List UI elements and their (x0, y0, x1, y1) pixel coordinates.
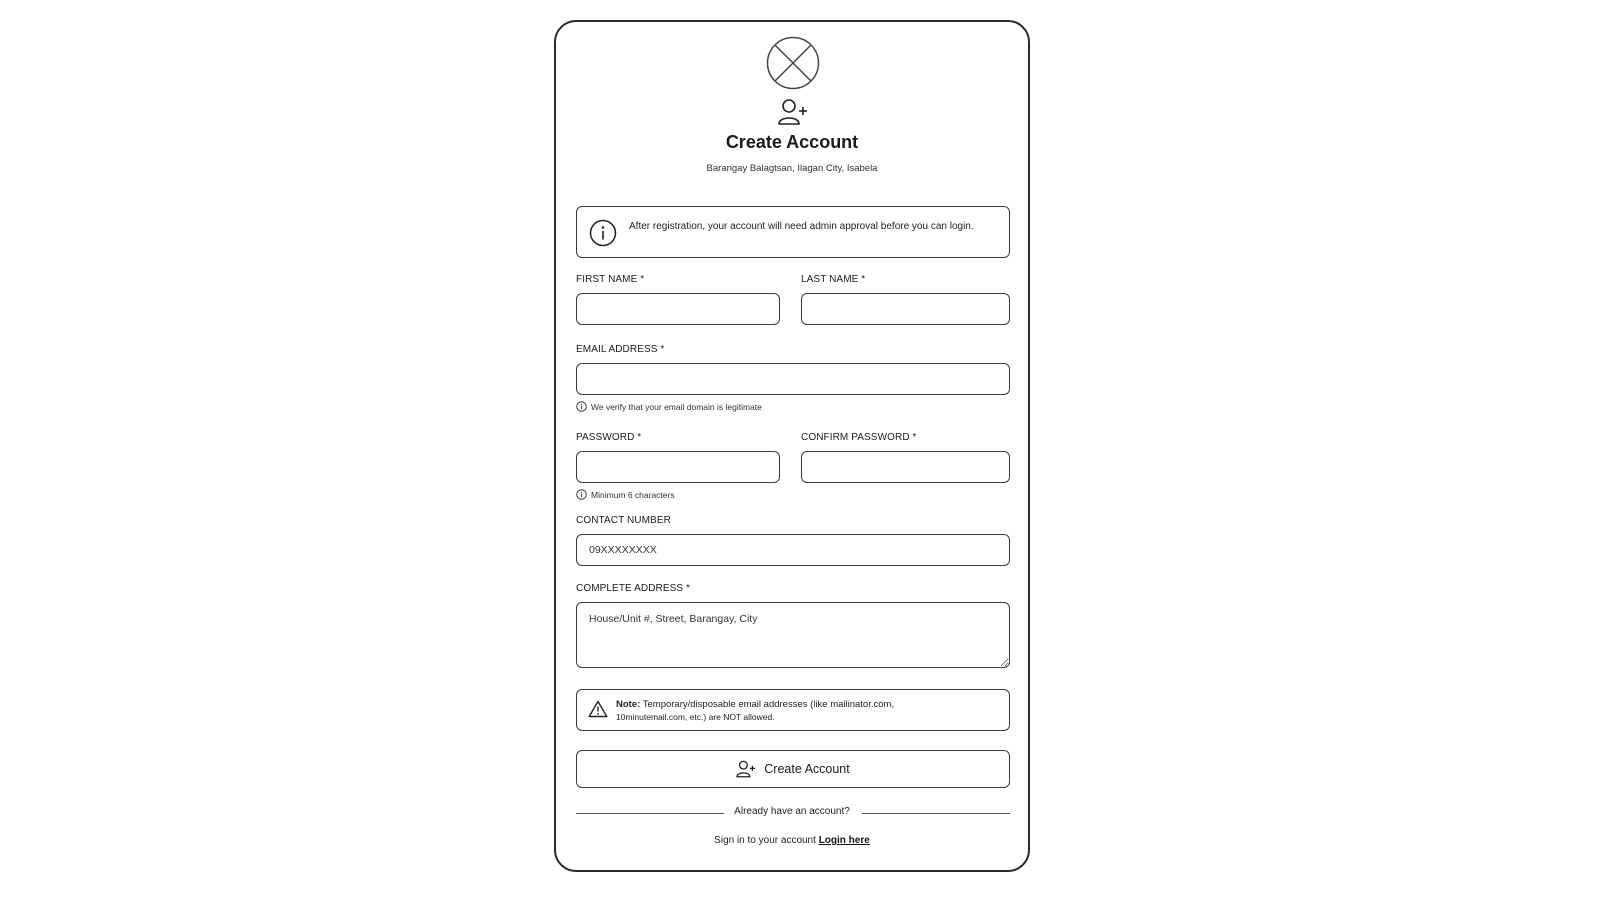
password-label: PASSWORD * (576, 432, 642, 443)
user-plus-icon (736, 760, 756, 778)
last-name-label: LAST NAME * (801, 274, 866, 285)
approval-info-text: After registration, your account will need admin approval before you can login. (629, 221, 974, 232)
user-plus-icon (778, 98, 808, 126)
page-subtitle: Barangay Balagtsan, Ilagan City, Isabela (706, 163, 878, 174)
already-have-account-text: Already have an account? (728, 806, 856, 817)
confirm-password-label: CONFIRM PASSWORD * (801, 432, 917, 443)
email-hint (576, 401, 762, 412)
approval-info-notice (576, 206, 1010, 258)
password-input[interactable] (576, 451, 780, 483)
email-label: EMAIL ADDRESS * (576, 344, 665, 355)
address-label: COMPLETE ADDRESS * (576, 583, 691, 594)
signin-prompt (556, 835, 1028, 846)
warning-line-2: 10minutemail.com, etc.) are NOT allowed. (616, 712, 775, 722)
first-name-label: FIRST NAME * (576, 274, 645, 285)
page-title: Create Account (725, 132, 859, 152)
address-textarea[interactable] (576, 602, 1010, 668)
confirm-password-input[interactable] (801, 451, 1010, 483)
warning-line-1: Temporary/disposable email addresses (like mailinator.com, (640, 699, 895, 710)
info-icon (589, 219, 617, 247)
email-input[interactable] (576, 363, 1010, 395)
first-name-input[interactable] (576, 293, 780, 325)
divider-text (556, 806, 1028, 817)
create-account-button[interactable] (576, 750, 1010, 788)
warning-icon (588, 700, 608, 718)
signin-text: Sign in to your account (714, 835, 819, 846)
registration-card (554, 20, 1030, 872)
contact-number-label: CONTACT NUMBER (576, 515, 671, 526)
last-name-input[interactable] (801, 293, 1010, 325)
info-icon (576, 401, 587, 412)
disposable-email-warning (576, 689, 1010, 731)
contact-number-input[interactable] (576, 534, 1010, 566)
create-account-button-label: Create Account (764, 762, 850, 776)
password-hint (576, 489, 675, 500)
email-hint-text: We verify that your email domain is legitimate (591, 401, 762, 412)
login-link[interactable]: Login here (818, 835, 870, 846)
info-icon (576, 489, 587, 500)
warning-text (616, 698, 996, 724)
image-placeholder-icon (766, 36, 820, 90)
password-hint-text: Minimum 6 characters (591, 489, 675, 500)
warning-note-label: Note: (616, 699, 641, 710)
